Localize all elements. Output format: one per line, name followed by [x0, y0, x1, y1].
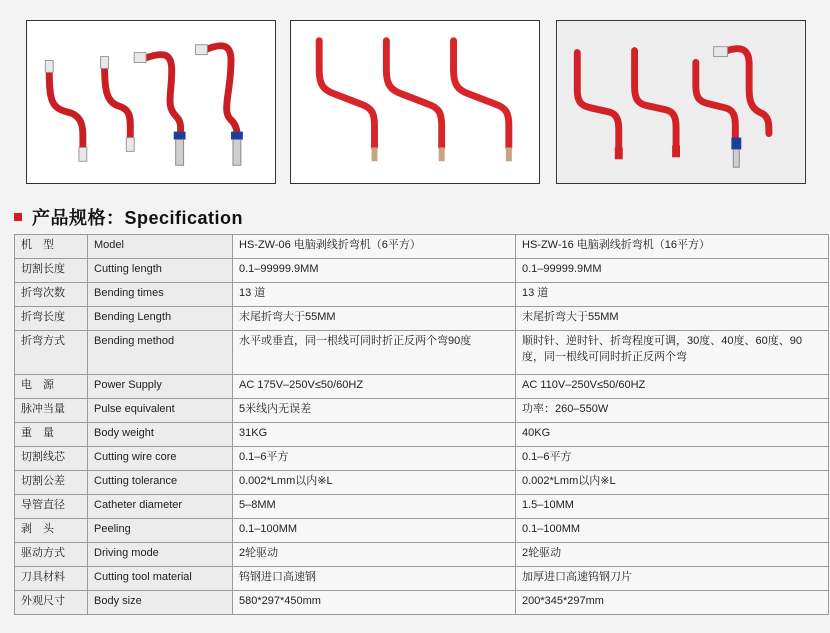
row-label-en: Cutting tolerance: [88, 471, 233, 495]
row-label-zh: 折弯方式: [15, 331, 88, 375]
value-model-1: 580*297*450mm: [233, 591, 516, 615]
value-model-1: HS-ZW-06 电脑剥线折弯机（6平方）: [233, 235, 516, 259]
row-label-zh: 驱动方式: [15, 543, 88, 567]
value-model-1: 5–8MM: [233, 495, 516, 519]
value-model-1: 5米线内无误差: [233, 399, 516, 423]
spec-table: [14, 234, 829, 615]
value-model-1: 31KG: [233, 423, 516, 447]
section-title: 产品规格：Specification: [32, 208, 244, 228]
table-row: [15, 331, 829, 375]
row-label-en: Body size: [88, 591, 233, 615]
value-model-1: 0.002*Lmm以内※L: [233, 471, 516, 495]
table-row: [15, 591, 829, 615]
value-model-2: 功率：260–550W: [516, 399, 829, 423]
value-model-2: HS-ZW-16 电脑剥线折弯机（16平方）: [516, 235, 829, 259]
value-model-2: 2轮驱动: [516, 543, 829, 567]
table-row: [15, 399, 829, 423]
value-model-1: AC 175V–250V≤50/60HZ: [233, 375, 516, 399]
bent-wires-image-1: [27, 21, 275, 183]
value-model-1: 0.1–99999.9MM: [233, 259, 516, 283]
table-row: [15, 567, 829, 591]
row-label-en: Driving mode: [88, 543, 233, 567]
table-row: [15, 471, 829, 495]
table-row: [15, 235, 829, 259]
product-photos: [0, 0, 830, 200]
value-model-2: 0.1–6平方: [516, 447, 829, 471]
row-label-zh: 电 源: [15, 375, 88, 399]
row-label-zh: 折弯次数: [15, 283, 88, 307]
value-model-2: 加厚进口高速钨钢刀片: [516, 567, 829, 591]
row-label-zh: 刀具材料: [15, 567, 88, 591]
bent-wires-image-3: [557, 21, 805, 183]
row-label-zh: 剥 头: [15, 519, 88, 543]
row-label-en: Cutting wire core: [88, 447, 233, 471]
value-model-1: 0.1–100MM: [233, 519, 516, 543]
value-model-2: 顺时针、逆时针、折弯程度可调，30度、40度、60度、90度，同一根线可同时折正反两个弯: [516, 331, 829, 375]
value-model-1: 0.1–6平方: [233, 447, 516, 471]
row-label-zh: 导管直径: [15, 495, 88, 519]
value-model-2: 末尾折弯大于55MM: [516, 307, 829, 331]
row-label-en: Catheter diameter: [88, 495, 233, 519]
row-label-en: Body weight: [88, 423, 233, 447]
table-row: [15, 423, 829, 447]
bent-wires-image-2: [291, 21, 539, 183]
table-row: [15, 519, 829, 543]
value-model-2: 0.002*Lmm以内※L: [516, 471, 829, 495]
row-label-en: Model: [88, 235, 233, 259]
value-model-1: 末尾折弯大于55MM: [233, 307, 516, 331]
bullet-square-icon: [14, 213, 22, 221]
row-label-en: Cutting tool material: [88, 567, 233, 591]
value-model-2: 0.1–99999.9MM: [516, 259, 829, 283]
product-photo-1: [26, 20, 276, 184]
product-photo-2: [290, 20, 540, 184]
value-model-2: 13 道: [516, 283, 829, 307]
value-model-2: 0.1–100MM: [516, 519, 829, 543]
product-photo-3: [556, 20, 806, 184]
value-model-1: 13 道: [233, 283, 516, 307]
row-label-zh: 机 型: [15, 235, 88, 259]
row-label-zh: 外观尺寸: [15, 591, 88, 615]
row-label-en: Bending times: [88, 283, 233, 307]
row-label-en: Power Supply: [88, 375, 233, 399]
table-row: [15, 283, 829, 307]
value-model-2: 200*345*297mm: [516, 591, 829, 615]
row-label-zh: 切割长度: [15, 259, 88, 283]
row-label-en: Bending method: [88, 331, 233, 375]
value-model-2: 40KG: [516, 423, 829, 447]
table-row: [15, 495, 829, 519]
value-model-1: 水平或垂直，同一根线可同时折正反两个弯90度: [233, 331, 516, 375]
value-model-2: AC 110V–250V≤50/60HZ: [516, 375, 829, 399]
table-row: [15, 543, 829, 567]
value-model-1: 2轮驱动: [233, 543, 516, 567]
row-label-zh: 重 量: [15, 423, 88, 447]
table-row: [15, 375, 829, 399]
row-label-zh: 切割公差: [15, 471, 88, 495]
row-label-zh: 脉冲当量: [15, 399, 88, 423]
row-label-zh: 折弯长度: [15, 307, 88, 331]
table-row: [15, 307, 829, 331]
row-label-en: Bending Length: [88, 307, 233, 331]
value-model-1: 钨钢进口高速钢: [233, 567, 516, 591]
row-label-en: Pulse equivalent: [88, 399, 233, 423]
section-heading: [14, 205, 243, 229]
row-label-zh: 切割线芯: [15, 447, 88, 471]
value-model-2: 1.5–10MM: [516, 495, 829, 519]
table-row: [15, 447, 829, 471]
table-row: [15, 259, 829, 283]
row-label-en: Peeling: [88, 519, 233, 543]
row-label-en: Cutting length: [88, 259, 233, 283]
